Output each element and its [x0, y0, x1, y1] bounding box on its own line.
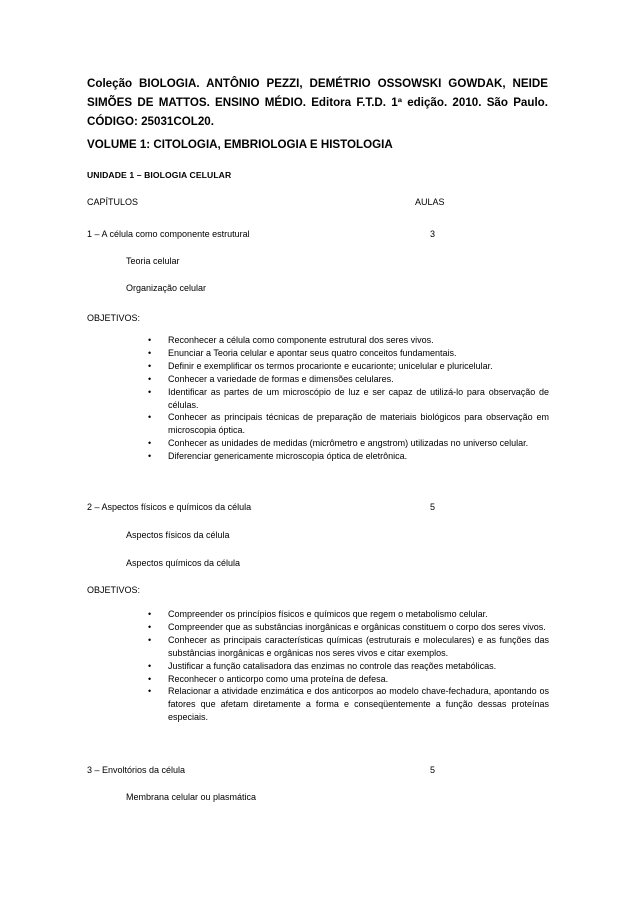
volume-title: VOLUME 1: CITOLOGIA, EMBRIOLOGIA E HISTOLOGIA — [87, 138, 393, 151]
chapter-1-lessons: 3 — [430, 229, 436, 239]
objective-item: • Conhecer a variedade de formas e dimensões celulares. — [148, 373, 394, 384]
objective-item: • Conhecer as unidades de medidas (micrômetro e angstrom) utilizadas no universo celular. — [148, 438, 529, 449]
bullet-icon: • — [148, 686, 152, 697]
objective-item: • Identificar as partes de um microscópio de luz e ser capaz de utilizá-lo para observação de células. — [148, 386, 549, 410]
chapter-1-title: 1 – A célula como componente estrutural — [87, 229, 250, 239]
bullet-icon: • — [148, 660, 152, 671]
objective-item: • Definir e exemplificar os termos procarionte e eucarionte; unicelular e pluricelular. — [148, 360, 493, 371]
bullet-icon: • — [148, 609, 152, 619]
unit-title: UNIDADE 1 – BIOLOGIA CELULAR — [87, 170, 232, 180]
objective-item: • Compreender os princípios físicos e químicos que regem o metabolismo celular. — [148, 609, 488, 619]
chapter-2-objectives-list — [143, 608, 549, 724]
book-citation: Coleção BIOLOGIA. ANTÔNIO PEZZI, DEMÉTRIO OSSOWSKI GOWDAK, NEIDE SIMÕES DE MATTOS. ENSINO MÉDIO. Editora F.T.D. 1ª edição. 2010. São Paulo. CÓDIGO: 25031COL20. — [87, 77, 548, 128]
objective-item: • Compreender que as substâncias inorgânicas e orgânicas constituem o corpo dos seres vivos. — [148, 621, 546, 632]
chapter-2-topic-1: Aspectos físicos da célula — [126, 530, 230, 540]
chapters-column-header: CAPÍTULOS — [87, 197, 139, 207]
bullet-icon: • — [148, 386, 152, 397]
bullet-icon: • — [148, 335, 152, 345]
chapter-1-objectives-list — [143, 334, 549, 463]
bullet-icon: • — [148, 673, 152, 684]
chapter-3-topic-1: Membrana celular ou plasmática — [126, 792, 257, 802]
chapter-2-topic-2: Aspectos químicos da célula — [126, 558, 241, 568]
bullet-icon: • — [148, 360, 152, 371]
lessons-column-header: AULAS — [415, 197, 445, 207]
objective-item: • Enunciar a Teoria celular e apontar seus quatro conceitos fundamentais. — [148, 347, 457, 358]
bullet-icon: • — [148, 347, 152, 358]
objective-item: • Relacionar a atividade enzimática e dos anticorpos ao modelo chave-fechadura, apontando os fatores que afetam diretamente a forma e conseqüentemente a função dessas proteínas especiais. — [148, 686, 549, 723]
chapter-2-title: 2 – Aspectos físicos e químicos da célula — [87, 502, 252, 512]
bullet-icon: • — [148, 451, 152, 462]
objective-item: • Conhecer as principais técnicas de preparação de materiais biológicos para observação em microscopia óptica. — [148, 412, 549, 436]
chapter-2-lessons: 5 — [430, 502, 436, 512]
objective-item: • Reconhecer a célula como componente estrutural dos seres vivos. — [148, 335, 434, 345]
bullet-icon: • — [148, 634, 152, 645]
objective-item: • Justificar a função catalisadora das enzimas no controle das reações metabólicas. — [148, 660, 497, 671]
chapter-1-topic-2: Organização celular — [126, 283, 207, 293]
bullet-icon: • — [148, 412, 152, 423]
bullet-icon: • — [148, 438, 152, 449]
chapter-3-lessons: 5 — [430, 765, 436, 775]
chapter-2-objectives-label: OBJETIVOS: — [87, 585, 141, 595]
objective-item: • Diferenciar genericamente microscopia óptica de eletrônica. — [148, 451, 408, 462]
bullet-icon: • — [148, 373, 152, 384]
chapter-1-topic-1: Teoria celular — [126, 256, 180, 266]
bullet-icon: • — [148, 621, 152, 632]
chapter-3-title: 3 – Envoltórios da célula — [87, 765, 186, 775]
objective-item: • Conhecer as principais características químicas (estruturais e moleculares) e as funções das substâncias inorgânicas e orgânicas nos seres vivos e citar exemplos. — [148, 634, 549, 658]
chapter-1-objectives-label: OBJETIVOS: — [87, 313, 141, 323]
objective-item: • Reconhecer o anticorpo como uma proteína de defesa. — [148, 673, 389, 684]
